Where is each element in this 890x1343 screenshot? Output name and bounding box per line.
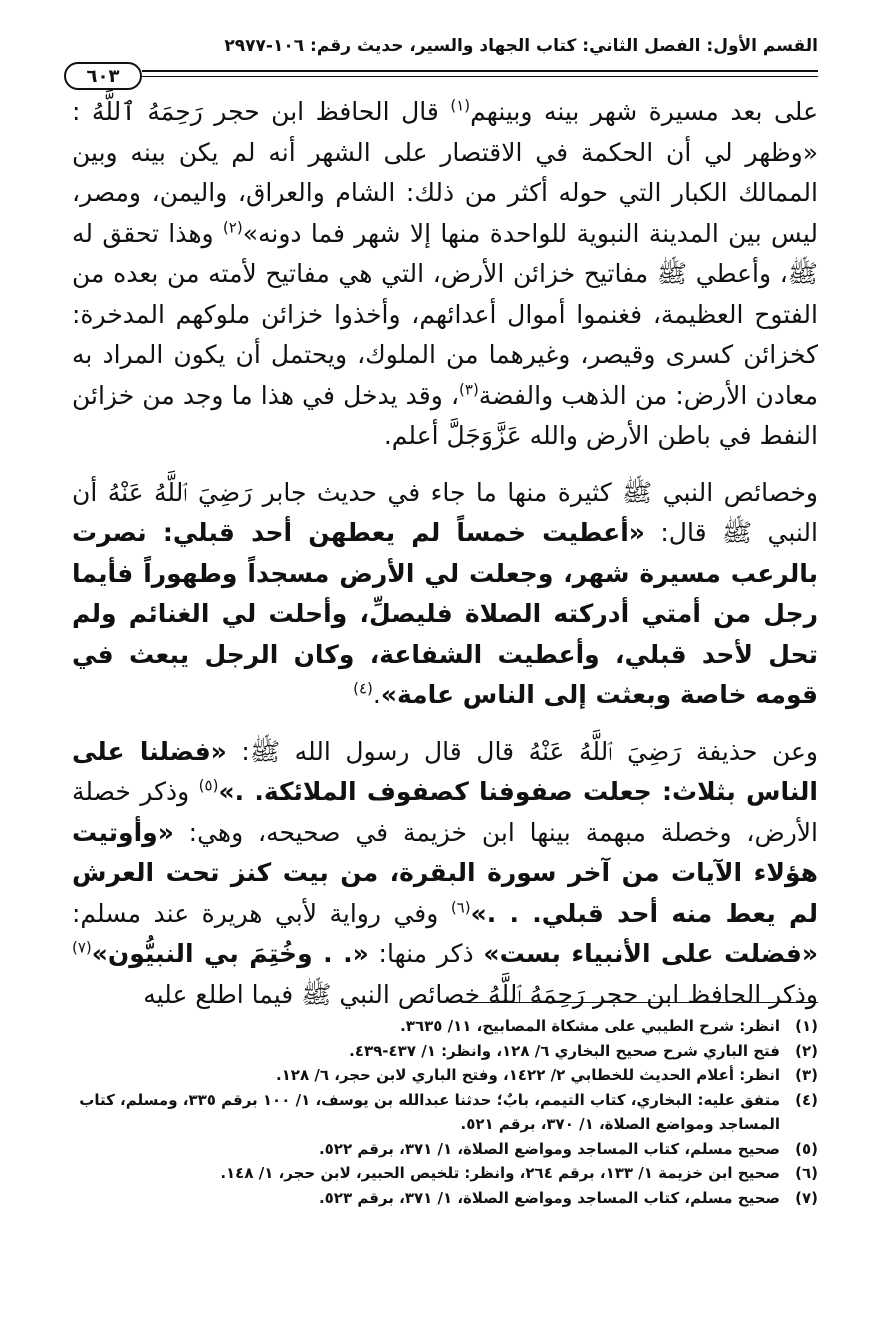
paragraph-2 — [72, 473, 818, 716]
footnotes — [72, 1014, 818, 1210]
text-run: وخصائص النبي ﷺ كثيرة منها ما جاء في حديث جابر رَضِيَ ٱللَّهُ عَنْهُ أن النبي ﷺ قال: — [72, 477, 818, 547]
footnote-item — [72, 1161, 818, 1186]
text-run: وذكر الحافظ ابن حجر رَحِمَهُ ٱللَّهُ خصائص النبي ﷺ فيما اطلع عليه — [143, 979, 818, 1009]
footnote-number: (٥) — [795, 1139, 818, 1158]
main-text — [72, 92, 818, 1015]
page-number-text: ٦٠٣ — [86, 65, 120, 87]
paragraph-3 — [72, 732, 818, 1016]
paragraph-1 — [72, 92, 818, 457]
footnote-item — [72, 1088, 818, 1137]
footnote-item — [72, 1186, 818, 1211]
header-rule-thin — [142, 76, 818, 77]
text-run: وذكر خصلة الأرض، وخصلة مبهمة بينها ابن خزيمة في صحيحه، وهي: — [72, 777, 818, 847]
text-run: وفي رواية لأبي هريرة عند مسلم: — [72, 898, 451, 928]
footnote-text: صحيح ابن خزيمة ١/ ١٣٣، برقم ٢٦٤، وانظر: تلخيص الحبير، لابن حجر، ١/ ١٤٨. — [220, 1164, 780, 1182]
footnote-text: فتح الباري شرح صحيح البخاري ٦/ ١٢٨، وانظر: ١/ ٤٣٧-٤٣٩. — [349, 1041, 780, 1060]
footnote-number: (٧) — [795, 1188, 818, 1207]
text-run: وعن حذيفة رَضِيَ ٱللَّهُ عَنْهُ قال قال رسول الله ﷺ: — [226, 736, 818, 766]
text-run: وهذا تحقق له ﷺ، وأعطي ﷺ مفاتيح خزائن الأرض، التي هي مفاتيح لأمته من بعده من الفتوح العظيمة، فغنموا أموال أعدائهم، وأخذوا خزائن ملوكهم المدخرة: كخزائن كسرى وقيصر، وغيرهما من الملوك، ويحتمل أن يكون المراد به معادن الأرض: من الذهب والفضة — [72, 218, 818, 410]
footnote-ref-2: (٢) — [222, 218, 243, 237]
footnote-text: صحيح مسلم، كتاب المساجد ومواضع الصلاة، ١/ ٣٧١، برقم ٥٢٢. — [318, 1139, 780, 1158]
footnote-number: (٢) — [795, 1041, 818, 1060]
footnote-ref-4: (٤) — [353, 679, 373, 698]
footnote-separator — [462, 1002, 818, 1003]
footnote-ref-7: (٧) — [72, 938, 92, 957]
footnote-text: متفق عليه: البخاري، كتاب التيمم، بابٌ؛ حدثنا عبدالله بن يوسف، ١/ ١٠٠ برقم ٣٣٥، ومسلم، كتاب المساجد ومواضع الصلاة، ١/ ٣٧٠، برقم ٥٢١. — [79, 1090, 780, 1133]
footnote-text: صحيح مسلم، كتاب المساجد ومواضع الصلاة، ١/ ٣٧١، برقم ٥٢٣. — [318, 1188, 780, 1207]
footnote-ref-1: (١) — [450, 96, 471, 115]
footnote-item — [72, 1137, 818, 1162]
header-title: القسم الأول: الفصل الثاني: كتاب الجهاد والسير، حديث رقم: ١٠٦-٢٩٧٧ — [224, 36, 818, 56]
footnote-item — [72, 1039, 818, 1064]
header-rule-thick — [142, 70, 818, 72]
page-number — [64, 62, 142, 90]
footnote-number: (٦) — [795, 1164, 818, 1182]
footnote-item — [72, 1014, 818, 1039]
footnote-number: (١) — [795, 1017, 818, 1035]
text-run: قال الحافظ ابن حجر رَحِمَهُ ٱللَّهُ : «وظهر لي أن الحكمة في الاقتصار على الشهر أنه لم يكن بينه وبين الممالك الكبار التي حوله أكثر من ذلك: الشام والعراق، واليمن، ومصر، ليس بين المدينة النبوية للواحدة منها إلا شهر فما دونه» — [72, 97, 819, 248]
footnote-text: انظر: أعلام الحديث للخطابي ٢/ ١٤٢٢، وفتح الباري لابن حجر، ٦/ ١٢٨. — [275, 1066, 780, 1084]
header-rule — [62, 64, 818, 87]
text-run: على بعد مسيرة شهر بينه وبينهم — [470, 97, 818, 126]
footnote-number: (٣) — [795, 1066, 818, 1084]
footnote-ref-3: (٣) — [459, 380, 479, 399]
running-header — [62, 34, 818, 58]
text-run: . — [372, 680, 381, 709]
footnote-ref-6: (٦) — [450, 898, 471, 917]
footnote-ref-5: (٥) — [198, 776, 219, 795]
hadith-quote: «فضلنا على الناس بثلاث: جعلت صفوفنا كصفوف الملائكة. .» — [72, 736, 818, 806]
text-run: ذكر منها: — [368, 939, 484, 968]
text-run: ، وقد يدخل في هذا ما وجد من خزائن النفط في باطن الأرض والله عَزَّوَجَلَّ أعلم. — [72, 380, 818, 450]
hadith-quote: «فضلت على الأنبياء بست» — [483, 939, 818, 968]
footnote-number: (٤) — [795, 1090, 818, 1109]
hadith-quote: «. . وخُتِمَ بي النبيُّون» — [91, 939, 369, 968]
hadith-quote: «أعطيت خمساً لم يعطهن أحد قبلي: نصرت بالرعب مسيرة شهر، وجعلت لي الأرض مسجداً وطهوراً فأيما رجل من أمتي أدركته الصلاة فليصلِّ، وأحلت لي الغنائم ولم تحل لأحد قبلي، وأعطيت الشفاعة، وكان الرجل يبعث في قومه خاصة وبعثت إلى الناس عامة» — [72, 518, 818, 709]
footnote-text: انظر: شرح الطيبي على مشكاة المصابيح، ١١/ ٣٦٣٥. — [400, 1017, 780, 1035]
footnote-item — [72, 1063, 818, 1088]
hadith-quote: «وأوتيت هؤلاء الآيات من آخر سورة البقرة، من بيت كنز تحت العرش لم يعط منه أحد قبلي. . .» — [72, 817, 818, 928]
